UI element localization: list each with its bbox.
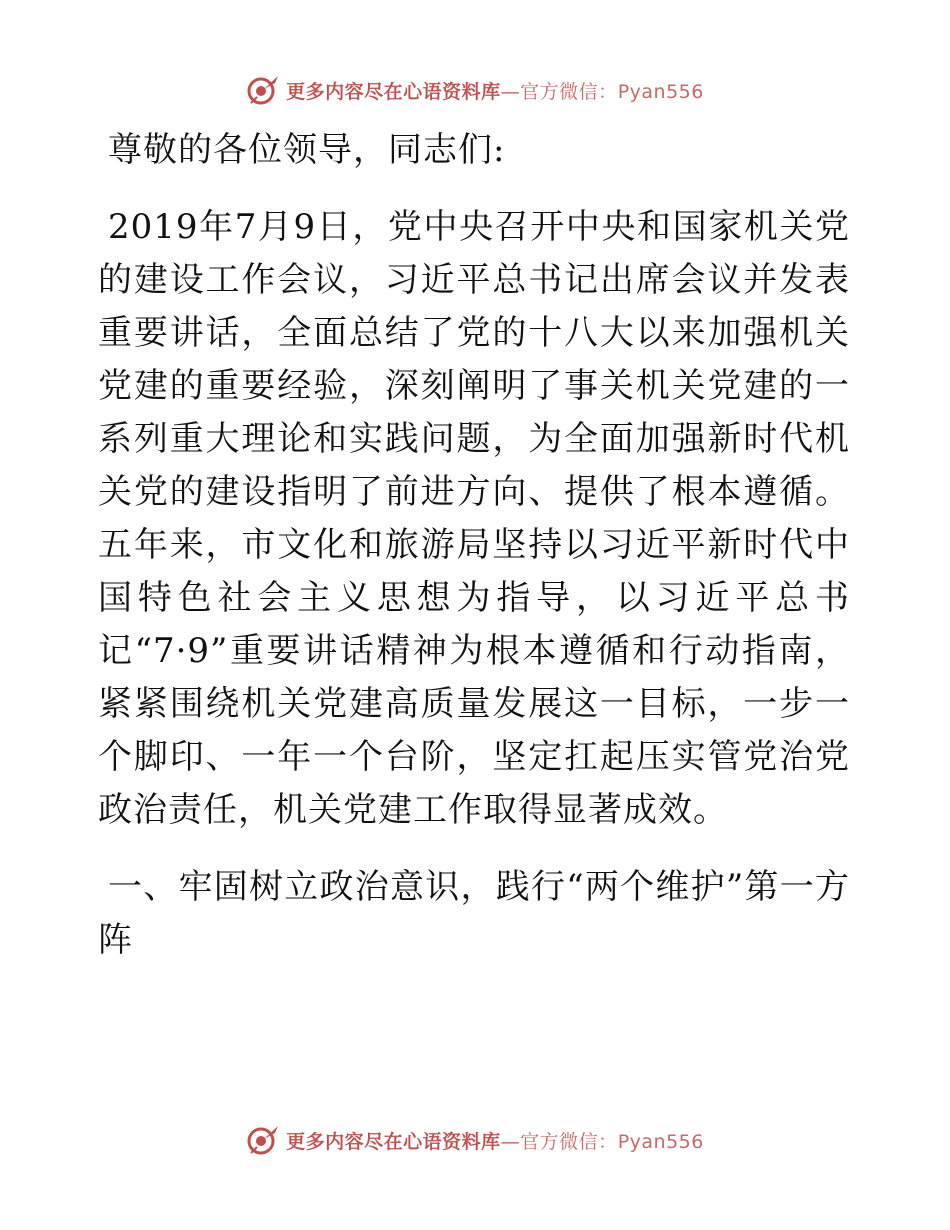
watermark-dash: — [500, 80, 521, 103]
section-heading-1: 一、牢固树立政治意识，践行“两个维护”第一方阵 [98, 867, 850, 960]
watermark-text [286, 1127, 704, 1154]
quill-logo-icon [246, 1123, 280, 1157]
watermark-wechat-label: 官方微信： [520, 1130, 618, 1153]
watermark-main: 更多内容尽在心语资料库 [286, 80, 501, 103]
header-watermark [0, 70, 950, 110]
watermark-text [286, 77, 704, 104]
paragraph-intro: 2019年7月9日，党中央召开中央和国家机关党的建设工作会议，习近平总书记出席会议并发表重要讲话，全面总结了党的十八大以来加强机关党建的重要经验，深刻阐明了事关机关党建的一系列重大理论和实践问题，为全面加强新时代机关党的建设指明了前进方向、提供了根本遵循。五年来，市文化和旅游局坚持以习近平新时代中国特色社会主义思想为指导，以习近平总书记“7·9”重要讲话精神为根本遵循和行动指南，紧紧围绕机关党建高质量发展这一目标，一步一个脚印、一年一个台阶，坚定扛起压实管党治党政治责任，机关党建工作取得显著成效。 [98, 207, 850, 830]
quill-logo-icon [246, 73, 280, 107]
document-body [98, 124, 850, 967]
watermark-wechat-id: Pyan556 [617, 1130, 704, 1153]
watermark-wechat-id: Pyan556 [617, 80, 704, 103]
salutation: 尊敬的各位领导，同志们: [108, 130, 506, 170]
footer-watermark [0, 1120, 950, 1160]
watermark-dash: — [500, 1130, 521, 1153]
watermark-main: 更多内容尽在心语资料库 [286, 1130, 501, 1153]
watermark-wechat-label: 官方微信： [520, 80, 618, 103]
